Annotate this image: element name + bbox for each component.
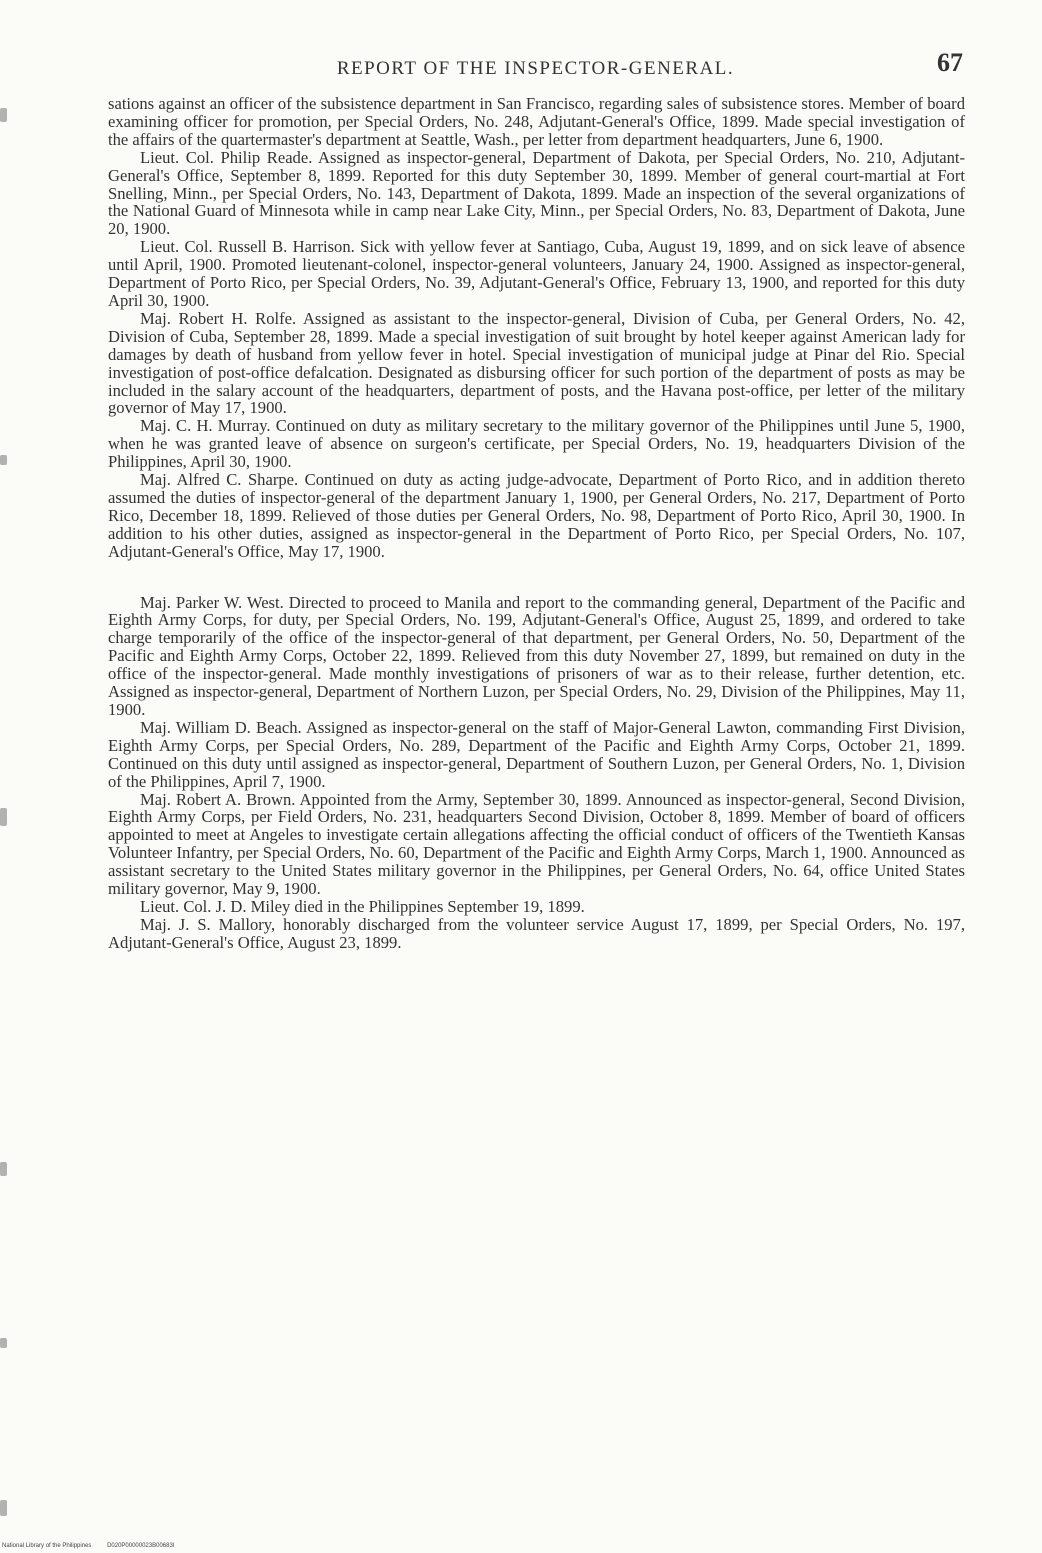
paragraph: Maj. Parker W. West. Directed to proceed to Manila and report to the commanding general, Department of the Pacific and Eighth Army Corps, for duty, per Special Orders, No. 199, Adjutant-General's Office, August 25, 1899, and ordered to take charge temporarily of the office of the inspector-general of that department, per General Orders, No. 50, Department of the Pacific and Eighth Army Corps, October 22, 1899. Relieved from this duty November 27, 1899, but remained on duty in the office of the inspector-general. Made monthly investigations of prisoners of war as to their release, further detention, etc. Assigned as inspector-general, Department of Northern Luzon, per Special Orders, No. 29, Division of the Philippines, May 11, 1900. — [108, 592, 965, 719]
paragraph: Maj. Alfred C. Sharpe. Continued on duty as acting judge-advocate, Department of Porto Rico, and in addition thereto assumed the duties of inspector-general of the department January 1, 1900, per General Orders, No. 217, Department of Porto Rico, December 18, 1899. Relieved of those duties per General Orders, No. 98, Department of Porto Rico, April 30, 1900. In addition to his other duties, assigned as inspector-general in the Department of Porto Rico, per Special Orders, No. 107, Adjutant-General's Office, May 17, 1900. — [108, 470, 965, 561]
footer-identifier: D020P00000023B00683I — [107, 1543, 175, 1549]
paragraph: Maj. C. H. Murray. Continued on duty as military secretary to the military governor of the Philippines until June 5, 1900, when he was granted leave of absence on surgeon's certificate, per Special Orders, No. 19, headquarters Division of the Philippines, April 30, 1900. — [108, 416, 965, 472]
paragraph: Lieut. Col. Russell B. Harrison. Sick with yellow fever at Santiago, Cuba, August 19, 1899, and on sick leave of absence until April, 1900. Promoted lieutenant-colonel, inspector-general volunteers, January 24, 1900. Assigned as inspector-general, Department of Porto Rico, per Special Orders, No. 39, Adjutant-General's Office, February 13, 1900, and reported for this duty April 30, 1900. — [108, 237, 965, 310]
paragraph: Maj. Robert H. Rolfe. Assigned as assistant to the inspector-general, Division of Cuba, per General Orders, No. 42, Division of Cuba, September 28, 1899. Made a special investigation of suit brought by hotel keeper against American lady for damages by death of husband from yellow fever in hotel. Special investigation of municipal judge at Pinar del Rio. Special investigation of post-office defalcation. Designated as disbursing officer for such portion of the department of posts as may be included in the salary account of the headquarters, department of posts, and the Havana post-office, per letter of the military governor of May 17, 1900. — [108, 308, 965, 418]
binding-mark — [0, 808, 7, 826]
binding-mark — [0, 1500, 7, 1516]
paragraph: Maj. J. S. Mallory, honorably discharged from the volunteer service August 17, 1899, per Special Orders, No. 197, Adjutant-General's Office, August 23, 1899. — [108, 914, 965, 952]
binding-mark — [0, 1338, 7, 1348]
running-head: REPORT OF THE INSPECTOR-GENERAL. — [336, 58, 735, 79]
binding-mark — [0, 455, 7, 465]
page-number: 67 — [937, 48, 963, 77]
paragraph: sations against an officer of the subsistence department in San Francisco, regarding sales of subsistence stores. Member of board examining officer for promotion, per Special Orders, No. 248, Adjutant-General's Office, 1899. Made special investigation of the affairs of the quartermaster's department at Seattle, Wash., per letter from department headquarters, June 6, 1900. — [108, 94, 965, 149]
binding-mark — [0, 1162, 7, 1176]
page-header — [108, 48, 963, 84]
footer-library: National Library of the Philippines — [2, 1543, 92, 1549]
paragraph: Maj. Robert A. Brown. Appointed from the Army, September 30, 1899. Announced as inspector-general, Second Division, Eighth Army Corps, per Field Orders, No. 231, headquarters Second Division, October 8, 1899. Member of board of officers appointed to meet at Angeles to investigate certain allegations affecting the official conduct of officers of the Twentieth Kansas Volunteer Infantry, per Special Orders, No. 60, Department of the Pacific and Eighth Army Corps, March 1, 1900. Announced as assistant secretary to the United States military governor in the Philippines, per General Orders, No. 64, office United States military governor, May 9, 1900. — [108, 789, 965, 899]
page-footer — [2, 1543, 188, 1549]
section-gap — [108, 561, 965, 594]
body-text — [108, 95, 965, 952]
paragraph: Lieut. Col. J. D. Miley died in the Philippines September 19, 1899. — [140, 896, 585, 916]
paragraph: Lieut. Col. Philip Reade. Assigned as inspector-general, Department of Dakota, per Special Orders, No. 210, Adjutant-General's Office, September 8, 1899. Reported for this duty September 30, 1899. Member of general court-martial at Fort Snelling, Minn., per Special Orders, No. 143, Department of Dakota, 1899. Made an inspection of the several organizations of the National Guard of Minnesota while in camp near Lake City, Minn., per Special Orders, No. 83, Department of Dakota, June 20, 1900. — [108, 147, 965, 239]
paragraph: Maj. William D. Beach. Assigned as inspector-general on the staff of Major-General Lawton, commanding First Division, Eighth Army Corps, per Special Orders, No. 289, Department of the Pacific and Eighth Army Corps, October 21, 1899. Continued on this duty until assigned as inspector-general, Department of Southern Luzon, per General Orders, No. 1, Division of the Philippines, April 7, 1900. — [108, 717, 965, 791]
binding-mark — [0, 108, 7, 122]
